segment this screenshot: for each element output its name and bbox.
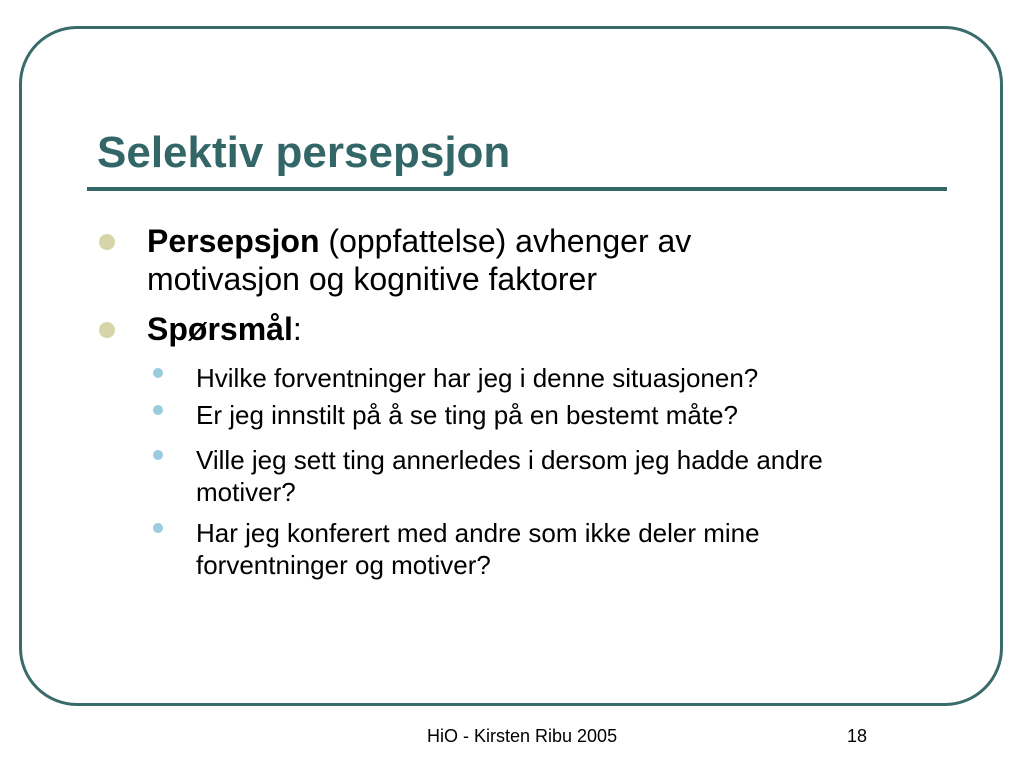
bullet-persepsjon [147, 222, 847, 298]
footer-author: HiO - Kirsten Ribu 2005 [427, 726, 618, 746]
sub-bullet-text: Hvilke forventninger har jeg i denne situasjonen? [196, 363, 759, 393]
bullet-dot-icon [99, 322, 115, 338]
sub-bullet-3 [196, 444, 896, 508]
sub-bullet-1 [196, 362, 896, 394]
sub-bullet-dot-icon [153, 368, 163, 378]
sub-bullet-2 [196, 399, 896, 431]
sub-bullet-text: Ville jeg sett ting annerledes i dersom jeg hadde andre motiver? [196, 445, 823, 507]
sub-bullet-dot-icon [153, 405, 163, 415]
bullet-text: : [292, 311, 302, 347]
bullet-bold-term: Persepsjon [147, 223, 320, 259]
bullet-sporsmal [147, 310, 847, 348]
sub-bullet-4 [196, 517, 896, 581]
sub-bullet-text: Har jeg konferert med andre som ikke deler mine forventninger og motiver? [196, 518, 760, 580]
sub-bullet-dot-icon [153, 523, 163, 533]
sub-bullet-dot-icon [153, 450, 163, 460]
bullet-bold-term: Spørsmål [147, 311, 293, 347]
sub-bullet-text: Er jeg innstilt på å se ting på en bestemt måte? [196, 400, 738, 430]
page-number: 18 [847, 726, 868, 746]
bullet-text: (oppfattelse) avhenger av motivasjon og kognitive faktorer [147, 223, 692, 297]
bullet-dot-icon [99, 234, 115, 250]
slide-title: Selektiv persepsjon [97, 128, 511, 177]
